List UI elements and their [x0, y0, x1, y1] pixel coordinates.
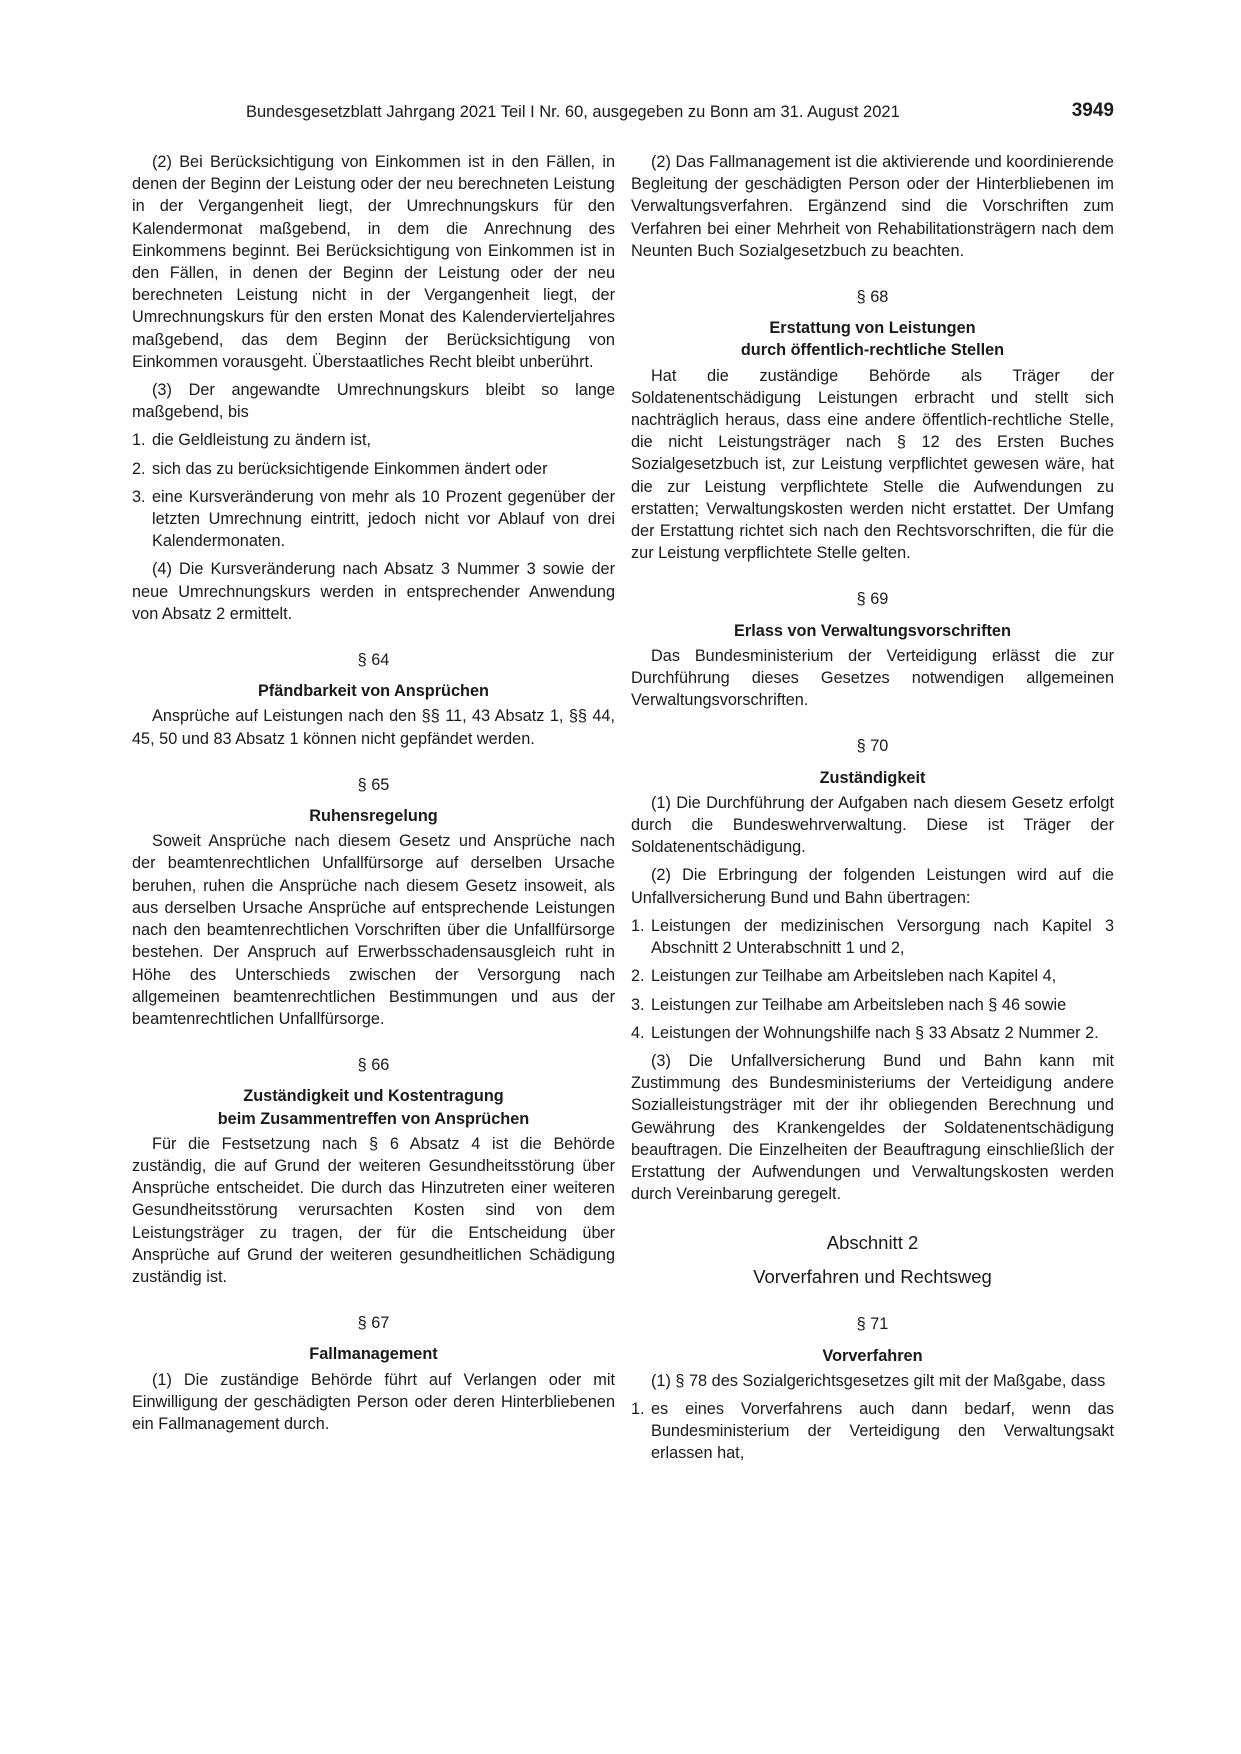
section-69 [631, 588, 1114, 711]
section-65 [132, 774, 615, 1030]
section-number: § 68 [856, 288, 889, 307]
section-title: Erlass von Verwaltungsvorschriften [734, 621, 1011, 640]
page-header [132, 101, 1114, 131]
section-title: Fallmanagement [309, 1345, 438, 1364]
section-text: (1) Die zuständige Behörde führt auf Verlangen oder mit Einwilligung der geschädigten Person oder deren Hinterbliebenen ein Fallmanagement durch. [132, 1370, 615, 1433]
list-item: 1. es eines Vorverfahrens auch dann bedarf, wenn das Bundesministerium der Verteidigung den Verwaltungsakt erlassen hat, [631, 1399, 1114, 1463]
section-67 [132, 1312, 615, 1435]
section-number: § 66 [357, 1056, 390, 1075]
section-paragraph-1: (1) Die Durchführung der Aufgaben nach diesem Gesetz erfolgt durch die Bundeswehrverwaltung. Diese ist Träger der Soldatenentschädigung. [631, 793, 1114, 857]
section-text: Für die Festsetzung nach § 6 Absatz 4 ist die Behörde zuständig, die auf Grund der weiteren Gesundheitsstörung über Ansprüche entscheidet. Die durch das Hinzutreten einer weiteren Gesundheitsstörung verursachten Kosten sind von dem Leistungsträger zu tragen, der für die Entscheidung über Ansprüche auf Grund der weiteren gesundheitlichen Schädigung zuständig ist. [132, 1134, 615, 1286]
section-title: Zuständigkeit [819, 768, 926, 787]
section-71 [631, 1313, 1114, 1464]
list-item: 3. Leistungen zur Teilhabe am Arbeitsleben nach § 46 sowie [631, 995, 1067, 1014]
page-number: 3949 [1071, 100, 1114, 121]
section-title: Zuständigkeit und Kostentragung beim Zusammentreffen von Ansprüchen [217, 1087, 530, 1128]
section-67-paragraph-2: (2) Das Fallmanagement ist die aktivierende und koordinierende Begleitung der geschädigten Person oder der Hinterbliebenen im Verwaltungsverfahren. Ergänzend sind die Vorschriften zum Verfahren bei einer Mehrheit von Rehabilitationsträgern nach dem Neunten Buch Sozialgesetzbuch zu beachten. [631, 153, 1114, 260]
section-71-list [631, 1398, 1114, 1465]
list-item: 4. Leistungen der Wohnungshilfe nach § 33 Absatz 2 Nummer 2. [631, 1023, 1099, 1042]
list-item: 2. Leistungen zur Teilhabe am Arbeitsleben nach Kapitel 4, [631, 967, 1057, 986]
section-number: § 71 [856, 1315, 889, 1334]
right-column [631, 151, 1114, 1471]
section-paragraph-2: (2) Die Erbringung der folgenden Leistungen wird auf die Unfallversicherung Bund und Bahn übertragen: [631, 866, 1114, 907]
header-title: Bundesgesetzblatt Jahrgang 2021 Teil I Nr. 60, ausgegeben zu Bonn am 31. August 2021 [246, 103, 900, 121]
section-text: Ansprüche auf Leistungen nach den §§ 11, 43 Absatz 1, §§ 44, 45, 50 und 83 Absatz 1 können nicht gepfändet werden. [132, 707, 615, 748]
section-text: Soweit Ansprüche nach diesem Gesetz und Ansprüche nach der beamtenrechtlichen Unfallfürsorge auf derselben Ursache beruhen, ruhen die Ansprüche nach diesem Gesetz insoweit, als aus derselben Ursache Ansprüche auf entsprechende Leistungen nach den beamtenrechtlichen Vorschriften über die Unfallfürsorge bestehen. Der Anspruch auf Erwerbsschadensausgleich ruht in Höhe des Unterschieds zwischen der Versorgung nach allgemeinen beamtenrechtlichen Bestimmungen und aus der beamtenrechtlichen Unfallfürsorge. [132, 832, 615, 1028]
section-text: Das Bundesministerium der Verteidigung erlässt die zur Durchführung dieses Gesetzes notwendigen allgemeinen Verwaltungsvorschriften. [631, 646, 1114, 710]
paragraph-3-list [132, 429, 615, 552]
section-number: § 65 [357, 775, 390, 794]
paragraph-4: (4) Die Kursveränderung nach Absatz 3 Nummer 3 sowie der neue Umrechnungskurs werden in entsprechender Anwendung von Absatz 2 ermittelt. [132, 560, 615, 623]
section-number: § 69 [856, 590, 889, 609]
section-paragraph-1: (1) § 78 des Sozialgerichtsgesetzes gilt mit der Maßgabe, dass [651, 1371, 1106, 1390]
paragraph-3: (3) Der angewandte Umrechnungskurs bleibt so lange maßgebend, bis [132, 381, 615, 422]
section-paragraph-3: (3) Die Unfallversicherung Bund und Bahn kann mit Zustimmung des Bundesministeriums der Verteidigung andere Sozialleistungsträger mit der ihr obliegenden Berechnung und Gewährung des Krankengeldes der Soldatenentschädigung beauftragen. Die Einzelheiten der Beauftragung einschließlich der Erstattung der Aufwendungen und Verwaltungskosten werden durch Vereinbarung geregelt. [631, 1051, 1114, 1204]
section-text: Hat die zuständige Behörde als Träger der Soldatenentschädigung Leistungen erbracht und stellt sich nachträglich heraus, dass eine andere öffentlich-rechtliche Stelle, die nicht Leistungsträger nach § 12 des Ersten Buches Sozialgesetzbuch ist, zur Leistung verpflichtet gewesen wäre, hat die zur Leistung verpflichtete Stelle die Aufwendungen zu erstatten; Verwaltungskosten werden nicht erstattet. Der Umfang der Erstattung richtet sich nach den Rechtsvorschriften, die für die zur Leistung verpflichtete Stelle gelten. [631, 366, 1114, 563]
left-column [132, 151, 615, 1435]
section-title: Pfändbarkeit von Ansprüchen [258, 682, 489, 701]
abschnitt-title: Vorverfahren und Rechtsweg [753, 1266, 992, 1288]
section-title: Vorverfahren [822, 1346, 923, 1365]
list-item: 2. sich das zu berücksichtigende Einkommen ändert oder [132, 459, 548, 478]
list-item: 3. eine Kursveränderung von mehr als 10 Prozent gegenüber der letzten Umrechnung eintritt, jedoch nicht vor Ablauf von drei Kalendermonaten. [132, 487, 615, 551]
paragraph-2: (2) Bei Berücksichtigung von Einkommen ist in den Fällen, in denen der Beginn der Leistung oder der neu berechneten Leistung in der Vergangenheit liegt, der Umrechnungskurs für den Kalendermonat maßgebend, in dem die Anrechnung des Einkommens beginnt. Bei Berücksichtigung von Einkommen ist in den Fällen, in denen der Beginn der Leistung oder der neu berechneten Leistung nicht in der Vergangenheit liegt, der Umrechnungskurs für den ersten Monat des Kalendervierteljahres maßgebend, das dem Beginn der Berücksichtigung von Einkommen vorausgeht. Überstaatliches Recht bleibt unberührt. [132, 153, 615, 371]
section-68 [631, 286, 1114, 564]
section-number: § 70 [856, 737, 889, 756]
list-item: 1. Leistungen der medizinischen Versorgung nach Kapitel 3 Abschnitt 2 Unterabschnitt 1 und 2, [631, 916, 1114, 958]
section-title: Ruhensregelung [309, 807, 438, 826]
list-item: 1. die Geldleistung zu ändern ist, [132, 431, 372, 450]
abschnitt-label: Abschnitt 2 [826, 1232, 919, 1254]
section-64 [132, 649, 615, 750]
section-70-list [631, 915, 1114, 1044]
section-70 [631, 735, 1114, 1205]
abschnitt-heading [631, 1231, 1114, 1289]
section-number: § 64 [357, 651, 390, 670]
section-number: § 67 [357, 1314, 390, 1333]
section-66 [132, 1054, 615, 1288]
section-title: Erstattung von Leistungen durch öffentlich-rechtliche Stellen [740, 319, 1005, 360]
